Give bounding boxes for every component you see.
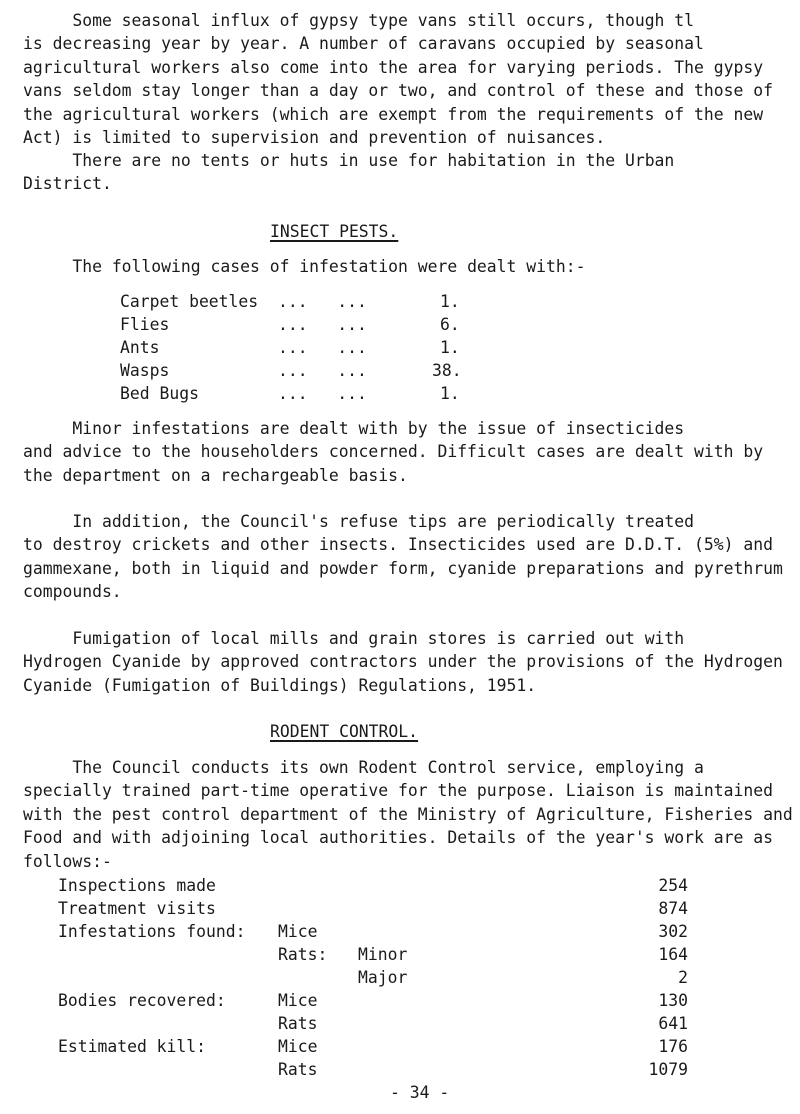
leader-dots: ... ... (278, 361, 367, 380)
insect-pests-heading: INSECT PESTS. (270, 222, 399, 241)
pest-name: Bed Bugs (120, 384, 199, 403)
leader-dots: ... ... (278, 384, 367, 403)
pest-name: Wasps (120, 361, 170, 380)
pest-name: Flies (120, 315, 170, 334)
rodent-value: 874 (658, 899, 688, 918)
rodent-label: Infestations found: (58, 922, 246, 941)
rodent-sublabel: Mice (278, 922, 318, 941)
page-number: - 34 - (390, 1083, 450, 1102)
rodent-value: 254 (658, 876, 688, 895)
minor-infestations-paragraph: Minor infestations are dealt with by the issue of insecticides and advice to the householders concerned. Difficult cases are dealt with by the department on a rechargeable basis. (23, 419, 764, 485)
pest-count: 6. (440, 315, 460, 334)
rodent-sublabel: Mice (278, 991, 318, 1010)
pest-count: 1. (440, 292, 460, 311)
rodent-value: 641 (658, 1014, 688, 1033)
insect-intro-paragraph: The following cases of infestation were dealt with:- (23, 257, 586, 276)
rodent-subsublabel: Major (358, 968, 408, 987)
rodent-value: 2 (678, 968, 688, 987)
pest-name: Ants (120, 338, 160, 357)
tents-paragraph: There are no tents or huts in use for habitation in the Urban District. (23, 151, 675, 194)
pest-count: 1. (440, 384, 460, 403)
leader-dots: ... ... (278, 292, 367, 311)
rodent-value: 130 (658, 991, 688, 1010)
pest-count: 38. (432, 361, 462, 380)
rodent-value: 302 (658, 922, 688, 941)
rodent-label: Bodies recovered: (58, 991, 226, 1010)
rodent-value: 1079 (648, 1060, 688, 1079)
pest-name: Carpet beetles (120, 292, 259, 311)
rodent-sublabel: Rats (278, 1060, 318, 1079)
pest-count: 1. (440, 338, 460, 357)
rodent-sublabel: Rats (278, 1014, 318, 1033)
rodent-value: 164 (658, 945, 688, 964)
rodent-sublabel: Rats: (278, 945, 328, 964)
rodent-label: Treatment visits (58, 899, 216, 918)
fumigation-paragraph: Fumigation of local mills and grain stores is carried out with Hydrogen Cyanide by approved contractors under the provisions of the Hydrogen Cyanide (Fumigation of Buildings) Regulations, 1951. (23, 629, 783, 695)
rodent-control-heading: RODENT CONTROL. (270, 722, 419, 741)
gypsy-paragraph: Some seasonal influx of gypsy type vans still occurs, though tl is decreasing year by year. A number of caravans occupied by seasonal agricultural workers also come into the area for varying periods. The gypsy vans seldom stay longer than a day or two, and control of these and those of the agricultural workers (which are exempt from the requirements of the new Act) is limited to supervision and prevention of nuisances. (23, 11, 773, 148)
rodent-value: 176 (658, 1037, 688, 1056)
rodent-subsublabel: Minor (358, 945, 408, 964)
leader-dots: ... ... (278, 315, 367, 334)
leader-dots: ... ... (278, 338, 367, 357)
refuse-tips-paragraph: In addition, the Council's refuse tips are periodically treated to destroy crickets and other insects. Insecticides used are D.D.T. (5%) and gammexane, both in liquid and powder form, cyanide preparations and pyrethrum compounds. (23, 512, 783, 602)
rodent-intro-paragraph: The Council conducts its own Rodent Control service, employing a specially trained part-time operative for the purpose. Liaison is maintained with the pest control department of the Ministry of Agriculture, Fisheries and Food and with adjoining local authorities. Details of the year's work are as follows:- (23, 758, 793, 871)
rodent-label: Inspections made (58, 876, 216, 895)
rodent-sublabel: Mice (278, 1037, 318, 1056)
rodent-label: Estimated kill: (58, 1037, 207, 1056)
